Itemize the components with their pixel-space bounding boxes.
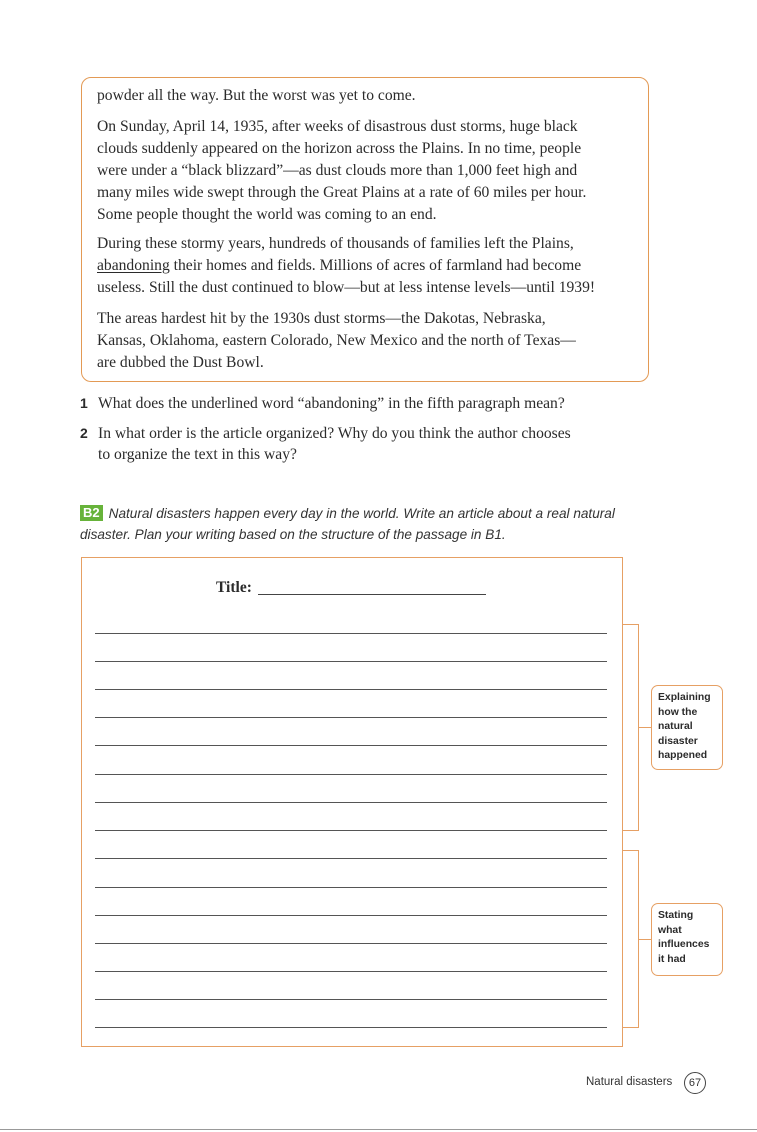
question-text: to organize the text in this way? — [98, 446, 297, 463]
callout-line: how the — [658, 706, 698, 718]
question-1 — [80, 393, 640, 414]
callout-explaining-how — [651, 685, 723, 770]
underlined-word-abandoning: abandoning — [97, 257, 170, 274]
passage-line: are dubbed the Dust Bowl. — [97, 354, 264, 371]
passage-line: powder all the way. But the worst was yet to come. — [97, 87, 416, 104]
writing-line[interactable] — [95, 999, 607, 1000]
passage-line: Kansas, Oklahoma, eastern Colorado, New Mexico and the north of Texas— — [97, 332, 576, 349]
question-text: What does the underlined word “abandoning” in the fifth paragraph mean? — [98, 395, 565, 412]
writing-line[interactable] — [95, 915, 607, 916]
callout-line: happened — [658, 750, 708, 761]
question-number: 2 — [80, 425, 88, 441]
writing-line[interactable] — [95, 802, 607, 803]
question-2 — [80, 423, 640, 465]
task-text: Natural disasters happen every day in the world. Write an article about a real natural disaster. Plan your writing based on the structure of the passage in B1. — [80, 506, 615, 542]
bracket-section-1 — [623, 624, 639, 831]
bracket-connector — [638, 939, 651, 940]
passage-line: During these stormy years, hundreds of thousands of families left the Plains, — [97, 235, 574, 252]
question-text: In what order is the article organized? Why do you think the author chooses — [98, 425, 571, 442]
passage-paragraph-4 — [97, 308, 642, 374]
writing-line[interactable] — [95, 633, 607, 634]
callout-line: Explaining — [658, 692, 711, 703]
writing-line[interactable] — [95, 830, 607, 831]
callout-line: influences — [658, 939, 710, 950]
writing-line[interactable] — [95, 689, 607, 690]
footer-section-title: Natural disasters — [586, 1076, 673, 1088]
callout-line: natural — [658, 721, 693, 732]
bottom-divider — [0, 1129, 757, 1130]
question-number: 1 — [80, 395, 88, 411]
passage-paragraph-3 — [97, 233, 642, 299]
passage-line: useless. Still the dust continued to blow—but at less intense levels—until 1939! — [97, 279, 596, 296]
writing-line[interactable] — [95, 971, 607, 972]
writing-line[interactable] — [95, 1027, 607, 1028]
writing-line[interactable] — [95, 887, 607, 888]
writing-line[interactable] — [95, 661, 607, 662]
passage-line: their homes and fields. Millions of acres of farmland had become — [169, 257, 582, 274]
passage-line: clouds suddenly appeared on the horizon across the Plains. In no time, people — [97, 140, 582, 157]
task-badge: B2 — [80, 505, 103, 521]
passage-line: Some people thought the world was coming to an end. — [97, 206, 437, 223]
writing-line[interactable] — [95, 717, 607, 718]
callout-line: Stating — [658, 910, 694, 921]
passage-paragraph-2 — [97, 116, 642, 226]
callout-line: what — [658, 924, 682, 936]
page-number: 67 — [684, 1072, 706, 1094]
callout-stating-influences — [651, 903, 723, 976]
bracket-connector — [638, 727, 651, 728]
passage-line: many miles wide swept through the Great Plains at a rate of 60 miles per hour. — [97, 184, 587, 201]
callout-line: disaster — [658, 735, 698, 747]
passage-paragraph-1 — [97, 85, 642, 107]
title-label: Title: — [216, 579, 252, 596]
writing-line[interactable] — [95, 943, 607, 944]
passage-line: The areas hardest hit by the 1930s dust storms—the Dakotas, Nebraska, — [97, 310, 546, 327]
bracket-section-2 — [623, 850, 639, 1028]
title-input-line[interactable] — [258, 594, 486, 595]
passage-line: On Sunday, April 14, 1935, after weeks of disastrous dust storms, huge black — [97, 118, 578, 135]
writing-line[interactable] — [95, 774, 607, 775]
passage-line: were under a “black blizzard”—as dust clouds more than 1,000 feet high and — [97, 162, 578, 179]
writing-line[interactable] — [95, 858, 607, 859]
task-instruction — [80, 503, 640, 545]
callout-line: it had — [658, 953, 686, 965]
writing-line[interactable] — [95, 745, 607, 746]
